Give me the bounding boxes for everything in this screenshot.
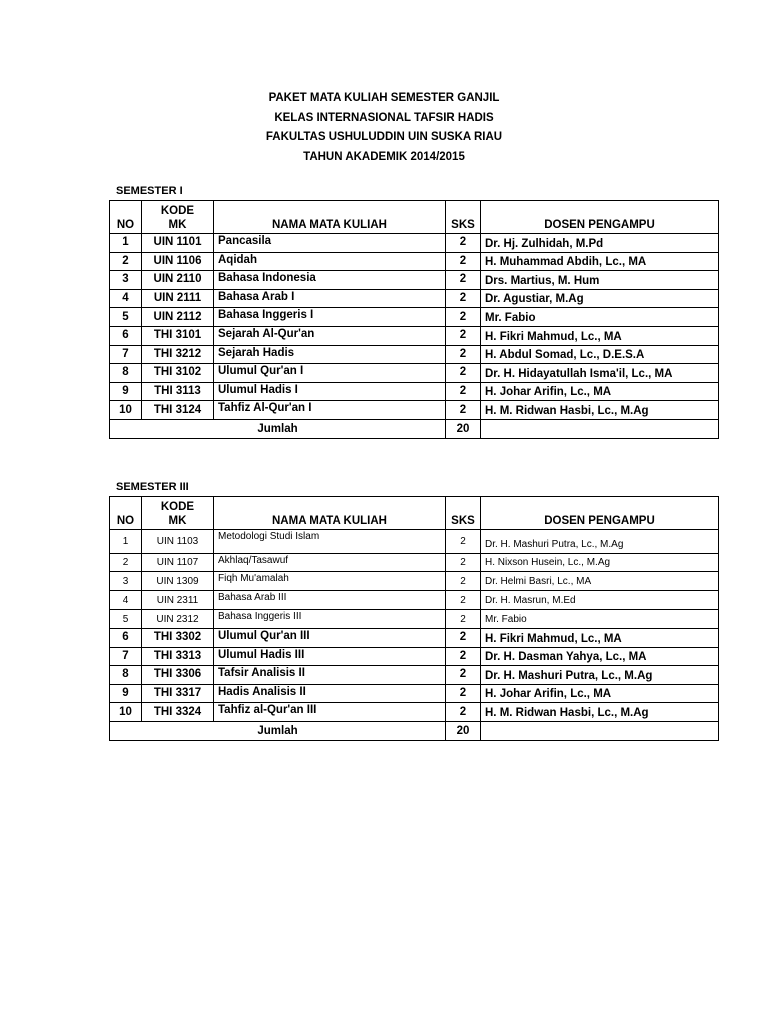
cell-no: 2 — [110, 252, 142, 271]
table-row — [110, 647, 719, 666]
cell-nama: Pancasila — [214, 234, 446, 253]
cell-no: 10 — [110, 703, 142, 722]
cell-sks: 2 — [446, 591, 481, 610]
cell-nama: Ulumul Qur'an I — [214, 364, 446, 383]
semester-1-label: SEMESTER I — [116, 185, 183, 197]
col-header-kode-bottom: MK — [168, 515, 187, 527]
cell-sks: 2 — [446, 629, 481, 648]
cell-nama: Bahasa Inggeris I — [214, 308, 446, 327]
col-header-kode-bottom: MK — [168, 219, 187, 231]
cell-dosen: Dr. H. Dasman Yahya, Lc., MA — [481, 647, 719, 666]
cell-kode: THI 3212 — [142, 345, 214, 364]
cell-sks: 2 — [446, 610, 481, 629]
cell-sks: 2 — [446, 647, 481, 666]
table-row — [110, 554, 719, 572]
cell-no: 5 — [110, 308, 142, 327]
table-row — [110, 382, 719, 401]
cell-no: 3 — [110, 271, 142, 290]
table-row — [110, 629, 719, 648]
cell-sks: 2 — [446, 572, 481, 591]
cell-no: 1 — [110, 234, 142, 253]
cell-sks: 2 — [446, 554, 481, 572]
cell-nama: Bahasa Indonesia — [214, 271, 446, 290]
cell-no: 8 — [110, 364, 142, 383]
table-row — [110, 591, 719, 610]
table-row — [110, 326, 719, 345]
cell-nama: Aqidah — [214, 252, 446, 271]
cell-sks: 2 — [446, 401, 481, 420]
cell-dosen: Mr. Fabio — [481, 308, 719, 327]
cell-no: 6 — [110, 326, 142, 345]
semester-1-table — [109, 200, 719, 439]
cell-dosen: Dr. Hj. Zulhidah, M.Pd — [481, 234, 719, 253]
cell-nama: Ulumul Qur'an III — [214, 629, 446, 648]
cell-nama: Hadis Analisis II — [214, 684, 446, 703]
col-header-kode — [142, 497, 214, 530]
table-row — [110, 252, 719, 271]
cell-dosen: H. Johar Arifin, Lc., MA — [481, 684, 719, 703]
total-label: Jumlah — [110, 721, 446, 740]
cell-nama: Metodologi Studi Islam — [214, 530, 446, 554]
cell-nama: Sejarah Hadis — [214, 345, 446, 364]
cell-sks: 2 — [446, 345, 481, 364]
cell-no: 6 — [110, 629, 142, 648]
cell-dosen: Dr. H. Hidayatullah Isma'il, Lc., MA — [481, 364, 719, 383]
cell-dosen: Dr. H. Mashuri Putra, Lc., M.Ag — [481, 666, 719, 685]
cell-dosen: Dr. Helmi Basri, Lc., MA — [481, 572, 719, 591]
header-program: KELAS INTERNASIONAL TAFSIR HADIS — [274, 111, 494, 124]
cell-kode: UIN 1107 — [142, 554, 214, 572]
cell-no: 3 — [110, 572, 142, 591]
cell-dosen: H. Abdul Somad, Lc., D.E.S.A — [481, 345, 719, 364]
table-row — [110, 234, 719, 253]
header-academic-year: TAHUN AKADEMIK 2014/2015 — [303, 150, 465, 163]
semester-3-label: SEMESTER III — [116, 481, 189, 493]
cell-dosen: H. Fikri Mahmud, Lc., MA — [481, 326, 719, 345]
col-header-kode — [142, 201, 214, 234]
cell-dosen: H. Johar Arifin, Lc., MA — [481, 382, 719, 401]
cell-dosen: H. Fikri Mahmud, Lc., MA — [481, 629, 719, 648]
semester-1-total-row — [110, 419, 719, 438]
cell-kode: THI 3113 — [142, 382, 214, 401]
total-empty-cell — [481, 721, 719, 740]
cell-no: 1 — [110, 530, 142, 554]
table-row — [110, 666, 719, 685]
cell-sks: 2 — [446, 684, 481, 703]
col-header-nama: NAMA MATA KULIAH — [214, 497, 446, 530]
cell-kode: THI 3306 — [142, 666, 214, 685]
cell-nama: Tahfiz al-Qur'an III — [214, 703, 446, 722]
table-row — [110, 572, 719, 591]
cell-kode: THI 3324 — [142, 703, 214, 722]
cell-sks: 2 — [446, 530, 481, 554]
cell-nama: Akhlaq/Tasawuf — [214, 554, 446, 572]
cell-kode: THI 3124 — [142, 401, 214, 420]
cell-nama: Ulumul Hadis III — [214, 647, 446, 666]
cell-kode: THI 3302 — [142, 629, 214, 648]
table-header-row — [110, 201, 719, 234]
cell-dosen: Dr. H. Mashuri Putra, Lc., M.Ag — [481, 530, 719, 554]
cell-no: 2 — [110, 554, 142, 572]
cell-sks: 2 — [446, 666, 481, 685]
cell-no: 10 — [110, 401, 142, 420]
cell-nama: Bahasa Arab III — [214, 591, 446, 610]
cell-sks: 2 — [446, 364, 481, 383]
cell-dosen: H. M. Ridwan Hasbi, Lc., M.Ag — [481, 703, 719, 722]
cell-kode: THI 3317 — [142, 684, 214, 703]
cell-sks: 2 — [446, 234, 481, 253]
cell-kode: UIN 1106 — [142, 252, 214, 271]
cell-no: 7 — [110, 647, 142, 666]
cell-nama: Bahasa Arab I — [214, 289, 446, 308]
cell-kode: UIN 2311 — [142, 591, 214, 610]
cell-kode: UIN 1103 — [142, 530, 214, 554]
cell-kode: THI 3101 — [142, 326, 214, 345]
cell-kode: UIN 1309 — [142, 572, 214, 591]
total-sks: 20 — [446, 419, 481, 438]
cell-sks: 2 — [446, 703, 481, 722]
table-row — [110, 271, 719, 290]
col-header-sks: SKS — [446, 201, 481, 234]
cell-kode: UIN 2111 — [142, 289, 214, 308]
cell-dosen: H. Nixson Husein, Lc., M.Ag — [481, 554, 719, 572]
cell-nama: Tahfiz Al-Qur'an I — [214, 401, 446, 420]
cell-kode: UIN 2312 — [142, 610, 214, 629]
cell-no: 5 — [110, 610, 142, 629]
col-header-dosen: DOSEN PENGAMPU — [481, 201, 719, 234]
header-faculty: FAKULTAS USHULUDDIN UIN SUSKA RIAU — [265, 131, 503, 143]
total-label: Jumlah — [110, 419, 446, 438]
cell-sks: 2 — [446, 289, 481, 308]
cell-kode: THI 3102 — [142, 364, 214, 383]
col-header-dosen: DOSEN PENGAMPU — [481, 497, 719, 530]
cell-kode: THI 3313 — [142, 647, 214, 666]
cell-kode: UIN 2110 — [142, 271, 214, 290]
cell-no: 9 — [110, 684, 142, 703]
cell-dosen: H. Muhammad Abdih, Lc., MA — [481, 252, 719, 271]
cell-dosen: Dr. Agustiar, M.Ag — [481, 289, 719, 308]
header-title: PAKET MATA KULIAH SEMESTER GANJIL — [268, 92, 500, 104]
col-header-sks: SKS — [446, 497, 481, 530]
cell-sks: 2 — [446, 271, 481, 290]
col-header-kode-top: KODE — [160, 501, 195, 513]
total-empty-cell — [481, 419, 719, 438]
cell-dosen: Dr. H. Masrun, M.Ed — [481, 591, 719, 610]
cell-kode: UIN 2112 — [142, 308, 214, 327]
cell-kode: UIN 1101 — [142, 234, 214, 253]
cell-no: 8 — [110, 666, 142, 685]
cell-nama: Fiqh Mu'amalah — [214, 572, 446, 591]
table-row — [110, 401, 719, 420]
table-row — [110, 308, 719, 327]
col-header-nama: NAMA MATA KULIAH — [214, 201, 446, 234]
table-row — [110, 703, 719, 722]
table-header-row — [110, 497, 719, 530]
cell-no: 4 — [110, 591, 142, 610]
col-header-kode-top: KODE — [160, 205, 195, 217]
table-row — [110, 530, 719, 554]
total-sks: 20 — [446, 721, 481, 740]
cell-sks: 2 — [446, 308, 481, 327]
cell-nama: Tafsir Analisis II — [214, 666, 446, 685]
cell-no: 4 — [110, 289, 142, 308]
table-row — [110, 364, 719, 383]
col-header-no: NO — [110, 497, 142, 530]
document-header — [0, 89, 768, 167]
cell-sks: 2 — [446, 382, 481, 401]
cell-nama: Ulumul Hadis I — [214, 382, 446, 401]
col-header-no: NO — [110, 201, 142, 234]
table-row — [110, 610, 719, 629]
semester-3-total-row — [110, 721, 719, 740]
cell-dosen: H. M. Ridwan Hasbi, Lc., M.Ag — [481, 401, 719, 420]
cell-dosen: Drs. Martius, M. Hum — [481, 271, 719, 290]
cell-nama: Sejarah Al-Qur'an — [214, 326, 446, 345]
cell-nama: Bahasa Inggeris III — [214, 610, 446, 629]
cell-no: 7 — [110, 345, 142, 364]
cell-sks: 2 — [446, 252, 481, 271]
table-row — [110, 684, 719, 703]
semester-3-table — [109, 496, 719, 741]
cell-sks: 2 — [446, 326, 481, 345]
table-row — [110, 289, 719, 308]
cell-dosen: Mr. Fabio — [481, 610, 719, 629]
cell-no: 9 — [110, 382, 142, 401]
table-row — [110, 345, 719, 364]
